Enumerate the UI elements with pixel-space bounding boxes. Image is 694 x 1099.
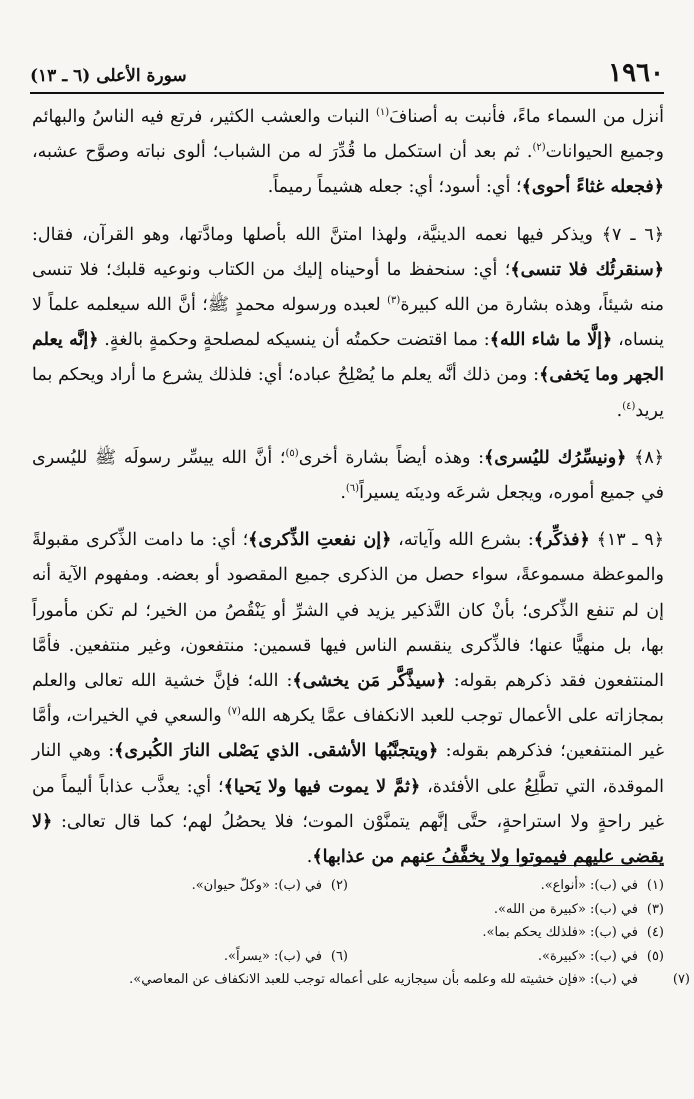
quran-quote: ﴿ويتجنَّبُها الأشقى. الذي يَصْلى النارَ الكُبرى﴾ <box>114 741 439 762</box>
quran-quote: ﴿سنقرئُك فلا تنسى﴾ <box>510 259 664 280</box>
paragraph-4: ﴿٩ ـ ١٣﴾ ﴿فذكِّر﴾: بشرع الله وآياته، ﴿إن نفعتِ الذِّكرى﴾؛ أي: ما دامت الذِّكرى مقبولةً والموعظة مسموعةً، سواء حصل من الذكرى جميع المقصود أو بعضه. ومفهوم الآية أنه إن لم تنفع الذِّكرى؛ بأنْ كان التَّذكير يزيد في الشرِّ أو يَنْقُصُ من الخير؛ لم تكن مأموراً بها، بل منهيًّا عنها؛ فالذِّكرى ينقسم الناس فيها قسمين: منتفعون، وغير منتفعين. فأمَّا المنتفعون فقد ذكرهم بقوله: ﴿سيذَّكَّر مَن يخشى﴾: الله؛ فإنَّ خشية الله تعالى والعلم بمجازاته على الأعمال توجب للعبد الانكفاف عمَّا يكرهه الله$^{(٧)}$ والسعي في الخيرات، وأمَّا غير المنتفعين؛ فذكرهم بقوله: ﴿ويتجنَّبُها الأشقى. الذي يَصْلى النارَ الكُبرى﴾: وهي النار الموقدة، التي تطَّلِعُ على الأفئدة، ﴿ثمَّ لا يموت فيها ولا يَحيا﴾؛ أي: يعذَّب عذاباً أليماً من غير راحةٍ ولا استراحةٍ، حتَّى إنَّهم يتمنَّوْن الموت؛ فلا يحصُلُ لهم؛ كما قال تعالى: ﴿لا يقضى عليهم فيموتوا ولا يخفَّفُ عنهم من عذابها﴾. <box>32 530 665 868</box>
paragraph-1: أنزل من السماء ماءً، فأنبت به أصنافَ$^{(١)}$ النبات والعشب الكثير، فرتع فيه الناسُ والبهائم وجميع الحيوانات$^{(٢)}$. ثم بعد أن استكمل ما قُدِّرَ له من الشباب؛ ألوى نباته وصوَّح عشبه، ﴿فجعله غثاءً أحوى﴾؛ أي: أسود؛ أي: جعله هشيماً رميماً. <box>32 107 664 198</box>
quran-quote: ﴿فذكِّر﴾ <box>533 530 590 551</box>
paragraph-3: ﴿٨﴾ ﴿ونيسِّرُك لليُسرى﴾: وهذه أيضاً بشارة أخرى$^{(٥)}$؛ أنَّ الله ييسِّر رسولَه ﷺ لليُسرى في جميع أموره، ويجعل شرعَه ودينَه يسيراً$^{(٦)}$. <box>32 447 665 504</box>
footnote-6: (٦)في (ب): «يسراً». <box>223 948 348 964</box>
footnote-ref-2[interactable]: (٢) <box>532 142 546 154</box>
quran-quote: ﴿ونيسِّرُك لليُسرى﴾ <box>484 447 627 468</box>
footnote-rule <box>426 865 664 866</box>
footnote-ref-3[interactable]: (٣) <box>387 295 401 307</box>
footnote-row <box>32 921 664 945</box>
footnote-5: (٥)في (ب): «كبيرة». <box>537 948 664 964</box>
quran-quote: ﴿إلَّا ما شاء الله﴾ <box>489 330 613 351</box>
quran-quote: ﴿إن نفعتِ الذِّكرى﴾ <box>248 530 392 551</box>
page-header <box>30 58 664 88</box>
footnote-row <box>32 874 664 898</box>
running-title: سورة الأعلى (٦ ـ ١٣) <box>30 66 187 86</box>
footnote-3: (٣)في (ب): «كبيرة من الله». <box>493 901 664 917</box>
quran-quote: ﴿سيذَّكَّر مَن يخشى﴾ <box>292 671 446 692</box>
quran-quote: ﴿فجعله غثاءً أحوى﴾ <box>521 177 664 198</box>
footnote-ref-5[interactable]: (٥) <box>285 448 299 459</box>
page-number: ١٩٦٠ <box>608 58 664 88</box>
footnote-ref-4[interactable]: (٤) <box>622 400 636 412</box>
body-text <box>32 100 664 875</box>
paragraph-2: ﴿٦ ـ ٧﴾ ويذكر فيها نعمه الدينيَّة، ولهذا امتنَّ الله بأصلها ومادَّتها، وهو القرآن، فقال: ﴿سنقرئُك فلا تنسى﴾؛ أي: سنحفظ ما أوحيناه إليك من الكتاب ونوعيه قلبك؛ فلا تنسى منه شيئاً، وهذه بشارة من الله كبيرة$^{(٣)}$ لعبده ورسوله محمدٍ ﷺ؛ أنَّ الله سيعلمه علماً لا ينساه، ﴿إلَّا ما شاء الله﴾: مما اقتضت حكمتُه أن ينسيكه لمصلحةٍ وحكمةٍ بالغةٍ. ﴿إنَّه يعلم الجهر وما يَخفى﴾: ومن ذلك أنَّه يعلم ما يُصْلِحُ عباده؛ أي: فلذلك يشرع ما أراد ويحكم بما يريد$^{(٤)}$. <box>32 224 665 421</box>
footnote-7: (٧)في (ب): «فإن خشيته لله وعلمه بأن سيجازيه على أعماله توجب للعبد الانكفاف عن المعاصي». <box>129 972 690 987</box>
footnotes <box>32 874 690 992</box>
header-rule <box>30 92 664 94</box>
quran-quote: ﴿إنَّه يعلم الجهر وما يَخفى﴾ <box>32 330 664 386</box>
footnote-ref-6[interactable]: (٦) <box>345 483 360 495</box>
footnote-4: (٤)في (ب): «فلذلك يحكم بما». <box>482 925 664 940</box>
quran-quote: ﴿ثمَّ لا يموت فيها ولا يَحيا﴾ <box>223 776 421 797</box>
footnote-row <box>32 898 664 922</box>
quran-quote: ﴿لا يقضى عليهم فيموتوا ولا يخفَّفُ عنهم من عذابها﴾ <box>32 811 664 868</box>
footnote-1: (١)في (ب): «أنواع». <box>540 878 664 893</box>
footnote-ref-1[interactable]: (١) <box>375 107 390 119</box>
footnote-row <box>32 945 664 969</box>
footnote-ref-7[interactable]: (٧) <box>227 706 241 718</box>
footnote-2: (٢)في (ب): «وكلّ حيوان». <box>191 878 348 893</box>
